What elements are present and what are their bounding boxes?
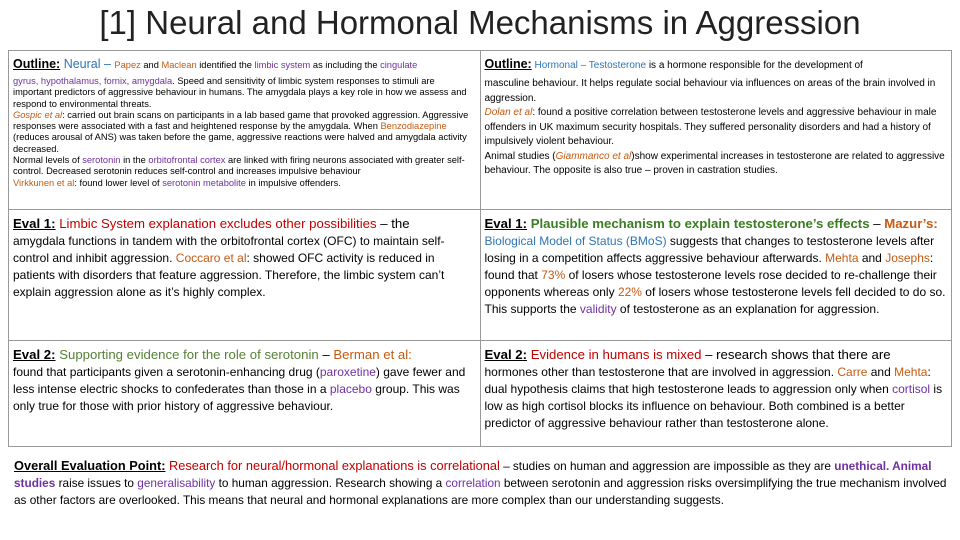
eval1-right-heading: Eval 1: Plausible mechanism to explain testosterone’s effects – Mazur’s: xyxy=(484,216,938,231)
content-grid xyxy=(8,50,952,447)
overall-evaluation: Overall Evaluation Point: Research for neural/hormonal explanations is correlational – studies on human and aggression are impossible as they are unethical. Animal studies raise issues to generalisability to human aggression. Research showing a correlation between serotonin and aggression risks oversimplifying the true mechanism involved as other factors are overlooked. This means that neural and hormonal explanations are more complex than our understanding suggests. xyxy=(14,458,947,508)
eval2-left-heading: Eval 2: Supporting evidence for the role of serotonin – Berman et al: xyxy=(13,347,412,362)
hormonal-outline-text: masculine behaviour. It helps regulate social behaviour via influences on areas of the brain involved in aggression. Dolan et al: found a positive correlation between testosterone levels and aggressive behaviour in male offenders in UK maximum security hospitals. They suffered personality disorders and had a history of impulsively violent behaviour. Animal studies (Giammanco et al)show experimental increases in testosterone are related to aggressive behaviour. The opposite is also true – proven in castration studies. xyxy=(484,78,945,176)
eval2-right-heading: Eval 2: Evidence in humans is mixed – research shows that there are xyxy=(484,347,891,362)
eval1-right-cell xyxy=(480,210,952,341)
neural-outline-cell xyxy=(9,51,481,210)
page-title: [1] Neural and Hormonal Mechanisms in Aggression xyxy=(99,4,861,41)
eval1-left-text: amygdala functions in tandem with the orbitofrontal cortex (OFC) to maintain self-control and inhibit aggression. Coccaro et al: showed OFC activity is reduced in patients with disorders that feature aggression. Therefore, the limbic system can’t explain aggression alone as it’s highly complex. xyxy=(13,234,445,299)
eval2-right-cell xyxy=(480,341,952,447)
neural-outline-heading: Outline: Neural – Papez and Maclean identified the limbic system as including the cingulate xyxy=(13,57,418,71)
neural-outline-text: gyrus, hypothalamus, fornix, amygdala. Speed and sensitivity of limbic system responses to stimuli are important predictors of aggressive behaviour in humans. The amygdala plays a key role in how we assess and respond to environmental threats. Gospic et al: carried out brain scans on participants in a lab based game that provoked aggression. Aggressive responses were associated with a fast and heightened response by the amygdala. When Benzodiazepine (reduces arousal of ANS) was taken before the game, aggressive reactions were halved and amygdala activity decreased. Normal levels of serotonin in the orbitofrontal cortex are linked with firing neurons associated with greater self-control. Decreased serotonin reduces self-control and increases impulsive behaviour Virkkunen et al: found lower level of serotonin metabolite in impulsive offenders. xyxy=(13,76,469,188)
eval1-left-heading: Eval 1: Limbic System explanation excludes other possibilities – the xyxy=(13,216,410,231)
eval2-left-text: found that participants given a serotonin-enhancing drug (paroxetine) gave fewer and less intense electric shocks to confederates than those in a placebo group. This was only true for those with prior history of aggressive behaviour. xyxy=(13,365,466,413)
overall-heading: Overall Evaluation Point: Research for neural/hormonal explanations is correlational xyxy=(14,458,500,473)
eval2-left-cell xyxy=(9,341,481,447)
hormonal-outline-cell xyxy=(480,51,952,210)
hormonal-outline-heading: Outline: Hormonal – Testosterone is a hormone responsible for the development of xyxy=(484,57,863,71)
eval1-right-text: Biological Model of Status (BMoS) suggests that changes to testosterone levels after losing in a competition affects aggressive behaviour afterwards. Mehta and Josephs: found that 73% of losers whose testosterone levels rose decided to re-challenge their opponents whereas only 22% of losers whose testosterone levels fell decided to do so. This supports the validity of testosterone as an explanation for aggression. xyxy=(484,234,946,316)
eval2-right-text: hormones other than testosterone that are involved in aggression. Carre and Mehta: dual hypothesis claims that high testosterone leads to aggression only when cortisol is low as high cortisol blocks its influence on behaviour. Both combined is a better predictor of aggressive behaviour rather than testosterone alone. xyxy=(484,365,943,430)
eval1-left-cell xyxy=(9,210,481,341)
